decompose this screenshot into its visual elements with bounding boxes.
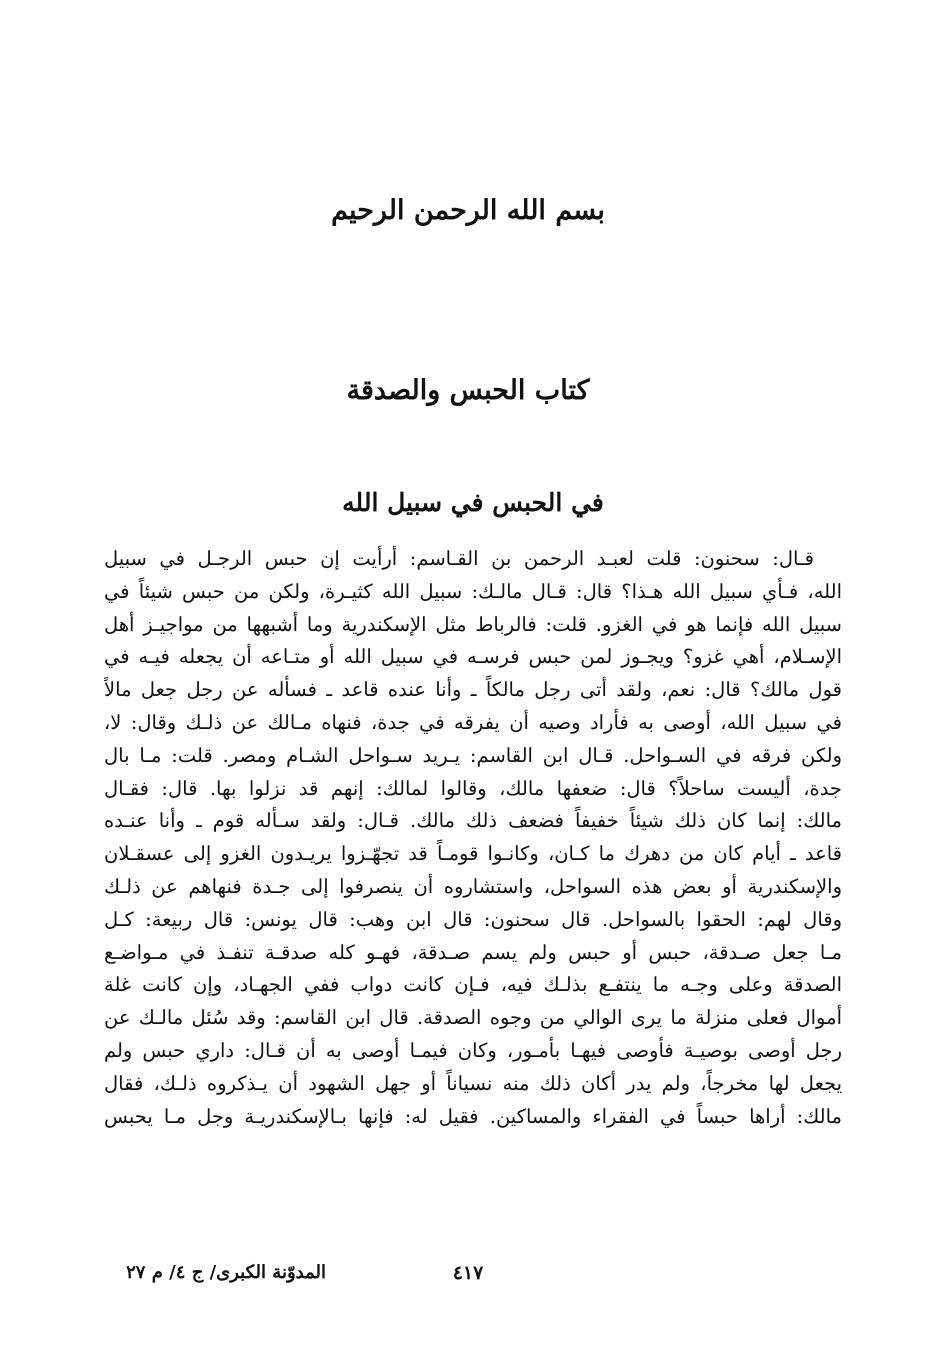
basmala-heading: بسم الله الرحمن الرحيم	[331, 195, 605, 226]
text-line: مالك: أراها حبساً في الفقراء والمساكين. فقيل له: فإنها بـالإسكندريـة وجل مـا يحبس	[104, 1104, 842, 1128]
book-title: كتاب الحبس والصدقة	[346, 375, 590, 406]
body-paragraph	[104, 543, 842, 1133]
text-line: الله، فـأي سبيل الله هـذا؟ قال: قـال مالـك: سبيل الله كثيـرة، ولكن من حبس شيئاً في	[104, 579, 842, 603]
text-line: سبيل الله فإنما هو في الغزو. قلت: فالرباط مثل الإسكندرية وما أشبهها من مواجيـز أهل	[104, 612, 842, 636]
text-line: قاعد ـ أيام كان من دهرك ما كـان، وكانـوا قومـاً قد تجهّـزوا يريـدون الغزو إلى عسقـلان	[104, 842, 842, 866]
page-footer	[0, 1262, 936, 1292]
text-line: مـا جعل صـدقة، حبس أو حبس ولم يسم صـدقة، فهـو كله صدقـة تنفـذ في مـواضـع	[104, 940, 842, 964]
text-line: رجل أوصى بوصيـة فأوصى فيهـا بأمـور، وكان فيمـا أوصى به أن قـال: داري حبس ولم	[104, 1038, 842, 1062]
text-line: ولكن فرقه في السـواحل. قـال ابن القاسم: يـريد سـواحل الشـام ومصر. قلت: مـا بال	[104, 743, 842, 767]
chapter-title: في الحبس في سبيل الله	[342, 488, 604, 517]
page-number: ٤١٧	[452, 1262, 484, 1284]
text-line: قـال: سحنون: قلت لعبـد الرحمن بن القـاسم: أرأيت إن حبس الرجـل في سبيل	[104, 547, 814, 570]
text-line: مالك: إنما كان ذلك شيئاً خفيفاً فضعف ذلك مالك. قـال: ولقد سـأله قوم ـ وأنا عنـده	[104, 809, 842, 833]
text-line: قول مالك؟ قال: نعم، ولقد أتى رجل مالكاً ـ وأنا عنده قاعد ـ فسأله عن رجل جعل مالاً	[104, 678, 842, 702]
text-line: والإسكندرية أو بعض هذه السواحل، واستشاروه أن ينصرفوا إلى جـدة فنهاهم عن ذلـك	[104, 874, 842, 898]
text-line: وقال لهم: الحقوا بالسواحل. قال سحنون: قال ابن وهب: قال يونس: قال ربيعة: كـل	[104, 907, 842, 931]
text-line: في سبيل الله، أوصى به فأراد وصيه أن يفرقه في جدة، فنهاه مـالك عن ذلـك وقال: لا،	[104, 710, 842, 734]
text-line: الصدقة وعلى وجـه ما ينتفـع بذلـك فيه، فـإن كانت دواب ففي الجهـاد، وإن كانت غلة	[104, 973, 842, 997]
text-line: الإسـلام، أهي غزو؟ ويجـوز لمن حبس فرسـه في سبيل الله أو متـاعه أن يجعله فيـه في	[104, 645, 842, 669]
text-line: يجعل لها مخرجاً، ولم يدر أكان ذلك منه نسياناً أو جهل الشهود أن يـذكروه ذلـك، فقال	[104, 1071, 842, 1095]
text-line: جدة، أليست ساحلاً؟ قال: ضعفها مالك، وقالوا لمالك: إنهم قد نزلوا بها. قال: فقـال	[104, 776, 842, 800]
text-line: أموال فعلى منزلة ما يرى الوالي من وجوه الصدقة. قال ابن القاسم: وقد سُئل مالـك عن	[104, 1006, 842, 1030]
source-reference: المدوّنة الكبرى/ ج ٤/ م ٢٧	[126, 1262, 326, 1283]
